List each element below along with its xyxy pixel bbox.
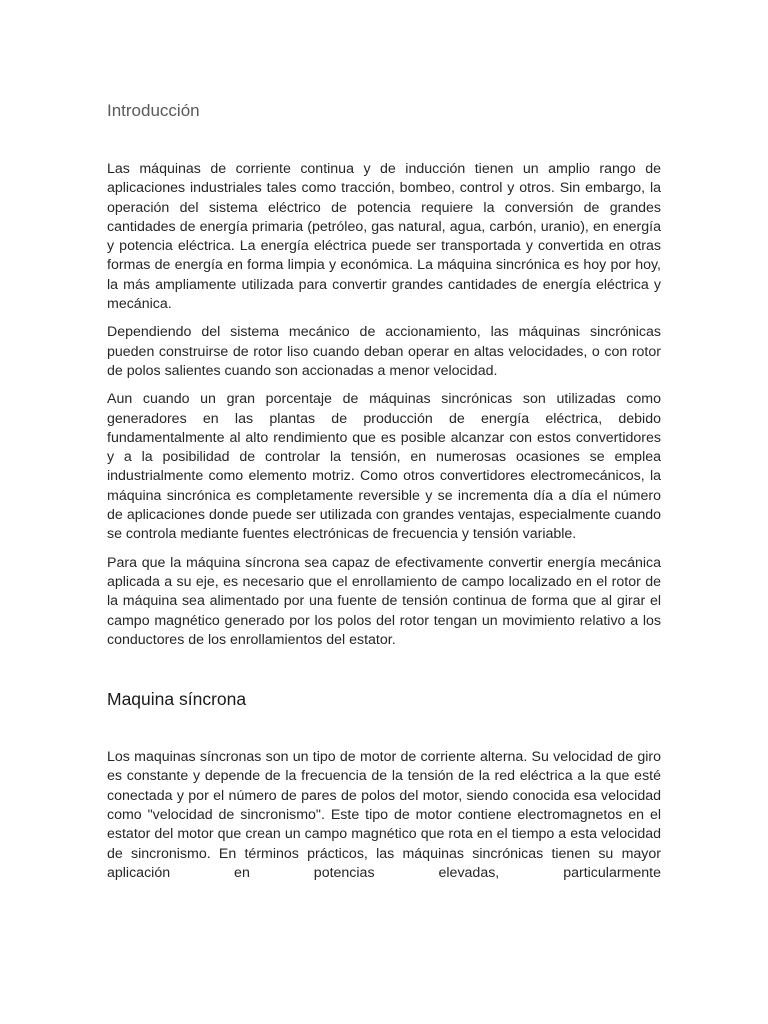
intro-paragraph-1: Las máquinas de corriente continua y de inducción tienen un amplio rango de aplicaciones industriales tales como tracción, bombeo, control y otros. Sin embargo, la operación del sistema eléctrico de potencia requiere la conversión de grandes cantidades de energía primaria (petróleo, gas natural, agua, carbón, uranio), en energía y potencia eléctrica. La energía eléctrica puede ser transportada y convertida en otras formas de energía en forma limpia y económica. La máquina sincrónica es hoy por hoy, la más ampliamente utilizada para convertir grandes cantidades de energía eléctrica y mecánica. [107, 161, 661, 313]
intro-heading: Introducción [107, 101, 200, 120]
intro-paragraph-3: Aun cuando un gran porcentaje de máquinas sincrónicas son utilizadas como generadores en las plantas de producción de energía eléctrica, debido fundamentalmente al alto rendimiento que es posible alcanzar con estos convertidores y a la posibilidad de controlar la tensión, en numerosas ocasiones se emplea industrialmente como elemento motriz. Como otros convertidores electromecánicos, la máquina sincrónica es completamente reversible y se incrementa día a día el número de aplicaciones donde puede ser utilizada con grandes ventajas, especialmente cuando se controla mediante fuentes electrónicas de frecuencia y tensión variable. [107, 391, 661, 543]
section-paragraph: Los maquinas síncronas son un tipo de motor de corriente alterna. Su velocidad de giro es constante y depende de la frecuencia de la tensión de la red eléctrica a la que esté conectada y por el número de pares de polos del motor, siendo conocida esa velocidad como "velocidad de sincronismo". Este tipo de motor contiene electromagnetos en el estator del motor que crean un campo magnético que rota en el tiempo a esta velocidad de sincronismo. En términos prácticos, las máquinas sincrónicas tienen su mayor aplicación en potencias elevadas, particularmente [107, 749, 661, 881]
intro-paragraph-4: Para que la máquina síncrona sea capaz de efectivamente convertir energía mecánica aplicada a su eje, es necesario que el enrollamiento de campo localizado en el rotor de la máquina sea alimentado por una fuente de tensión continua de forma que al girar el campo magnético generado por los polos del rotor tengan un movimiento relativo a los conductores de los enrollamientos del estator. [107, 554, 661, 648]
document-body [107, 98, 661, 892]
intro-paragraph-2: Dependiendo del sistema mecánico de accionamiento, las máquinas sincrónicas pueden construirse de rotor liso cuando deban operar en altas velocidades, o con rotor de polos salientes cuando son accionadas a menor velocidad. [107, 324, 661, 379]
section-heading: Maquina síncrona [107, 689, 247, 710]
